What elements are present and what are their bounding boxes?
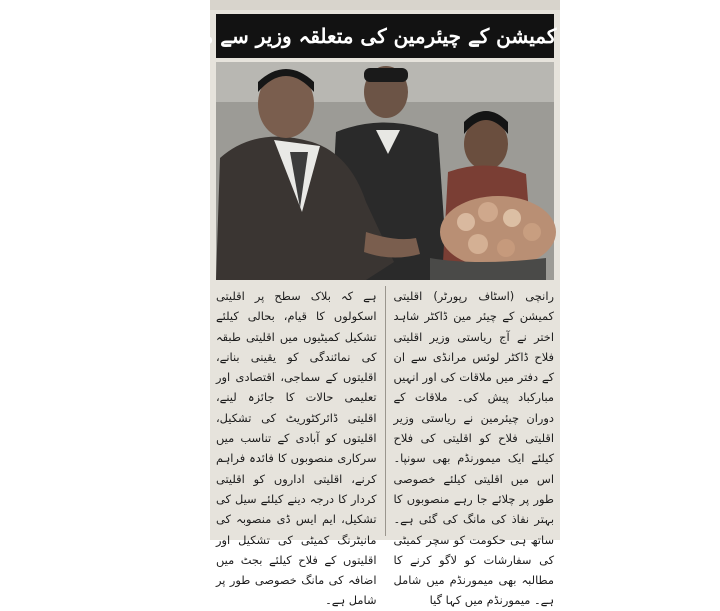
- article-paragraph-2: ہے کہ بلاک سطح پر اقلیتی اسکولوں کا قیام، بحالی کیلئے تشکیل کمیٹیوں میں اقلیتی طبقہ کی نمائندگی کو یقینی بنانے، اقلیتوں کے سماجی، اقتصادی اور تعلیمی حالات کا جائزہ لینے، اقلیتی ڈائرکٹوریٹ کی تشکیل، اقلیتوں کو آبادی کے تناسب میں سرکاری منصوبوں کا فائدہ فراہم کرنے، اقلیتی اداروں کو اقلیتی کردار کا درجہ دینے کیلئے سیل کی تشکیل، ایم ایس ڈی منصوبہ کی مانیٹرنگ کمیٹی کی تشکیل اور اقلیتوں کے فلاح کیلئے بجٹ میں اضافہ کی مانگ خصوصی طور پر شامل ہے۔: [216, 289, 377, 608]
- clipping-top-edge: [210, 0, 560, 10]
- article-headline: اقلیتی کمیشن کے چیئرمین کی متعلقہ وزیر سے ملاقات: [216, 14, 554, 58]
- article-photo: [216, 62, 554, 280]
- article-column-right: [393, 286, 555, 608]
- column-divider: [385, 286, 386, 536]
- meeting-photo-illustration: [216, 62, 554, 280]
- article-paragraph-1: رانچی (اسٹاف رپورٹر) اقلیتی کمیشن کے چیئر مین ڈاکٹر شاہد اختر نے آج ریاستی وزیر اقلیتی فلاح ڈاکٹر لوئس مرانڈی سے ان کے دفتر میں ملاقات کی اور انہیں مبارکباد پیش کی۔ ملاقات کے دوران چیئرمین نے ریاستی وزیر اقلیتی فلاح کو اقلیتی کی فلاح کیلئے ایک میمورنڈم بھی سونپا۔ اس میں اقلیتی کیلئے خصوصی طور پر چلائے جا رہے منصوبوں کا بہتر نفاذ کی مانگ کی گئی ہے۔ ساتھ ہی حکومت کو سچر کمیٹی کی سفارشات کو لاگو کرنے کا مطالبہ بھی میمورنڈم میں شامل ہے۔ میمورنڈم میں کہا گیا: [393, 289, 554, 608]
- newspaper-clipping: [156, 0, 614, 608]
- article-body: [216, 286, 554, 608]
- article-column-left: [216, 286, 377, 608]
